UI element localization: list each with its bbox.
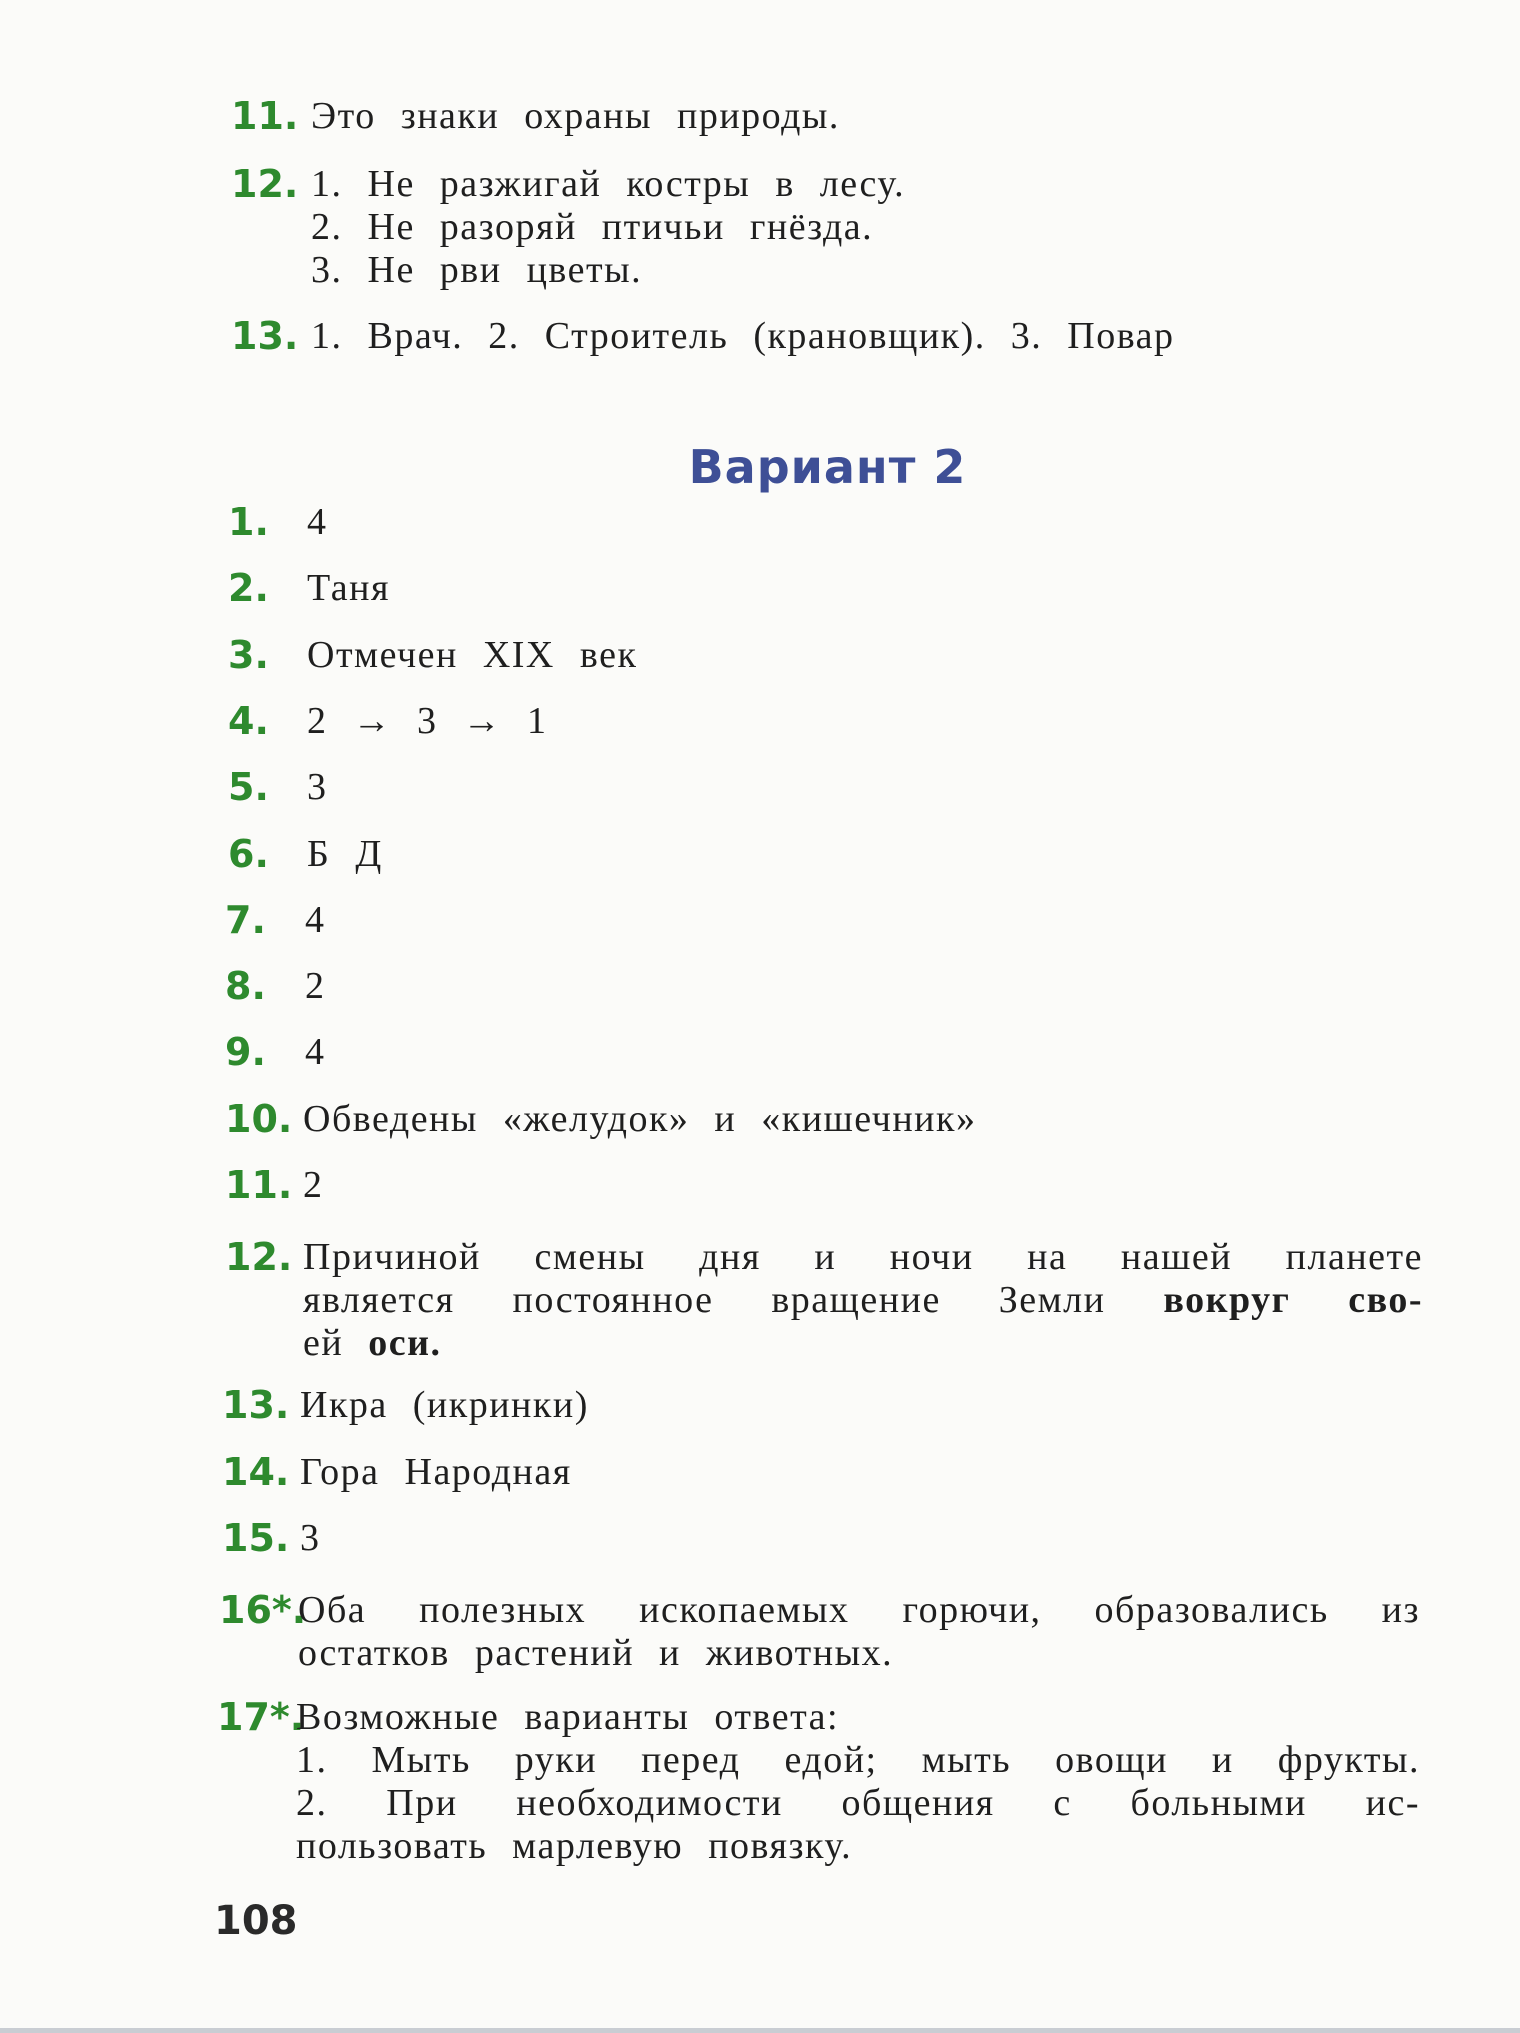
answer-line: 3. Не рви цветы. <box>311 249 643 291</box>
answer-number: 12. <box>231 162 299 206</box>
answer-text <box>303 1097 976 1140</box>
answer-text <box>311 94 840 137</box>
answer-line: Гора Народная <box>300 1451 572 1493</box>
answer-number: 12. <box>225 1235 293 1279</box>
answer-text <box>307 633 637 676</box>
answer-number: 9. <box>225 1030 266 1074</box>
answer-line: 4 <box>307 501 328 543</box>
answer-number: 17*. <box>217 1695 305 1739</box>
answer-line: 2. Не разоряй птичьи гнёзда. <box>311 206 874 248</box>
answer-fragment: ей <box>303 1322 369 1364</box>
answer-line: Отмечен XIX век <box>307 634 638 676</box>
answer-number: 11. <box>231 94 299 138</box>
answer-number: 16*. <box>219 1588 307 1632</box>
answer-line: 1. Не разжигай костры в лесу. <box>311 163 906 205</box>
answer-text <box>296 1695 1420 1867</box>
answer-text <box>303 1235 1423 1364</box>
answer-number: 8. <box>225 964 266 1008</box>
answer-number: 4. <box>228 699 269 743</box>
answer-line: 4 <box>305 1031 326 1073</box>
answer-text <box>305 898 326 941</box>
answer-line: Таня <box>307 567 390 609</box>
answer-text <box>303 1163 324 1206</box>
answer-line <box>303 1321 1423 1364</box>
answer-number: 7. <box>225 898 266 942</box>
answer-line: Возможные варианты ответа: <box>296 1696 840 1738</box>
answer-fragment: является постоянное вращение Земли <box>303 1279 1106 1321</box>
answer-line: 2 <box>305 965 326 1007</box>
answer-text <box>300 1516 321 1559</box>
answer-text <box>307 566 390 609</box>
answer-text <box>300 1450 572 1493</box>
answer-line: Оба полезных ископаемых горючи, образовались из <box>298 1589 1420 1631</box>
answer-line: Это знаки охраны природы. <box>311 95 840 137</box>
answer-number: 10. <box>225 1097 293 1141</box>
answer-line: 4 <box>305 899 326 941</box>
answer-line: 1. Мыть руки перед едой; мыть овощи и фрукты. <box>296 1739 1420 1781</box>
answer-text <box>300 1383 589 1426</box>
answer-number: 3. <box>228 633 269 677</box>
answer-text <box>298 1588 1420 1674</box>
answer-text <box>305 1030 326 1073</box>
answer-number: 11. <box>225 1163 293 1207</box>
bold-fragment: оси. <box>368 1322 442 1364</box>
answer-number: 2. <box>228 566 269 610</box>
answer-text <box>311 162 905 291</box>
page-number: 108 <box>214 1898 298 1944</box>
answer-line: 1. Врач. 2. Строитель (крановщик). 3. Повар <box>311 315 1175 357</box>
answer-number: 14. <box>222 1450 290 1494</box>
answer-line: 3 <box>300 1517 321 1559</box>
answer-line: пользовать марлевую повязку. <box>296 1825 853 1867</box>
answer-line: 2 → 3 → 1 <box>307 700 548 742</box>
answer-line <box>303 1278 1423 1321</box>
answer-number: 15. <box>222 1516 290 1560</box>
answer-number: 13. <box>231 314 299 358</box>
section-heading: Вариант 2 <box>688 440 967 494</box>
answer-text <box>311 314 1175 357</box>
answer-line: 2 <box>303 1164 324 1206</box>
answer-line: Причиной смены дня и ночи на нашей планете <box>303 1236 1423 1278</box>
bottom-edge <box>0 2028 1520 2033</box>
answer-line: Икра (икринки) <box>300 1384 589 1426</box>
answer-line: Б Д <box>307 833 383 875</box>
answer-text <box>305 964 326 1007</box>
answer-line: 3 <box>307 766 328 808</box>
answer-number: 6. <box>228 832 269 876</box>
answer-line: Обведены «желудок» и «кишечник» <box>303 1098 977 1140</box>
bold-fragment: вокруг сво- <box>1163 1279 1423 1321</box>
answer-number: 1. <box>228 500 269 544</box>
answer-number: 5. <box>228 765 269 809</box>
answer-text <box>307 765 328 808</box>
answer-text <box>307 500 328 543</box>
answer-text <box>307 699 548 742</box>
answer-line: 2. При необходимости общения с больными ис- <box>296 1782 1420 1824</box>
answer-line: остатков растений и животных. <box>298 1632 894 1674</box>
answer-text <box>307 832 383 875</box>
answer-number: 13. <box>222 1383 290 1427</box>
